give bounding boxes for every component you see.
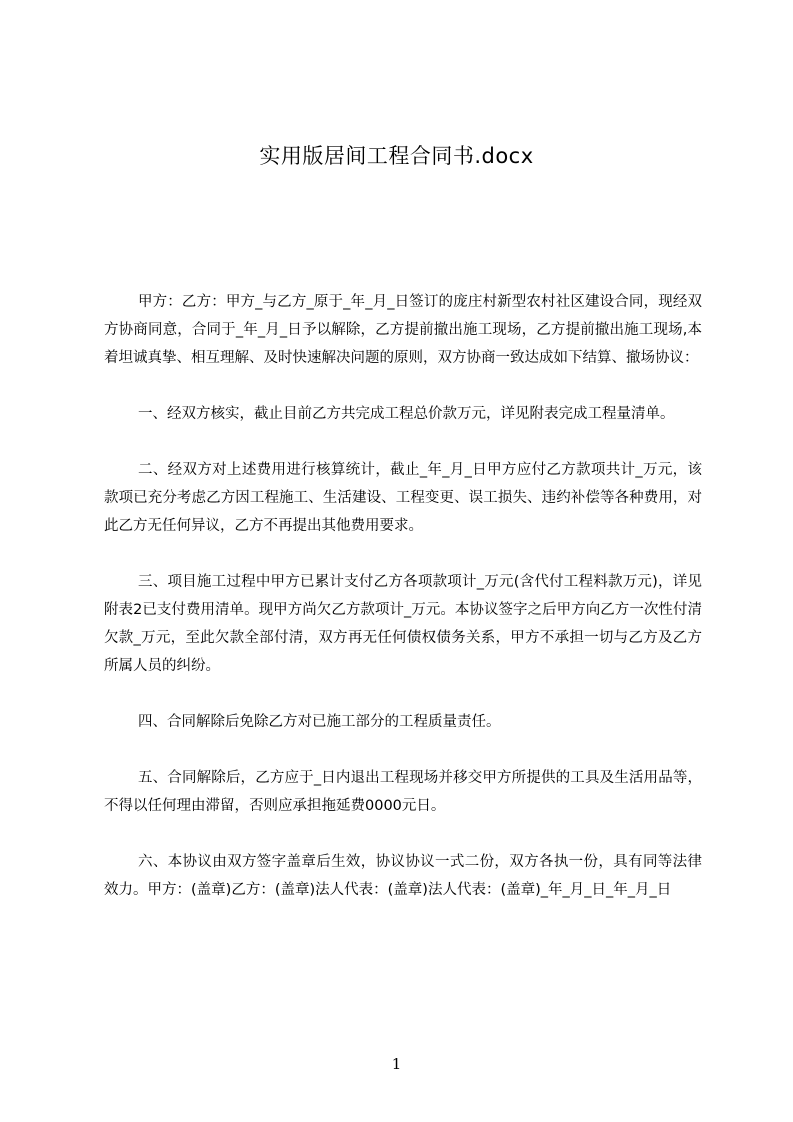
paragraph-clause-4: 四、合同解除后免除乙方对已施工部分的工程质量责任。 xyxy=(138,714,501,730)
page-number: 1 xyxy=(391,1055,402,1073)
paragraph-clause-5: 五、合同解除后，乙方应于_日内退出工程现场并移交甲方所提供的工具及生活用品等，不得以任何理由滞留，否则应承担拖延费0000元日。 xyxy=(104,770,702,814)
paragraph-clause-6: 六、本协议由双方签字盖章后生效，协议协议一式二份，双方各执一份，具有同等法律效力。甲方：(盖章)乙方：(盖章)法人代表：(盖章)法人代表：(盖章)_年_月_日_年_月_日 xyxy=(104,854,702,898)
document-title: 实用版居间工程合同书.docx xyxy=(259,144,534,168)
paragraph-clause-2: 二、经双方对上述费用进行核算统计，截止_年_月_日甲方应付乙方款项共计_万元，该款项已充分考虑乙方因工程施工、生活建设、工程变更、误工损失、违约补偿等各种费用，对此乙方无任何异议，乙方不再提出其他费用要求。 xyxy=(104,462,702,534)
paragraph-clause-1: 一、经双方核实，截止目前乙方共完成工程总价款万元，详见附表完成工程量清单。 xyxy=(138,406,675,422)
paragraph-intro: 甲方：乙方：甲方_与乙方_原于_年_月_日签订的庞庄村新型农村社区建设合同，现经双方协商同意，合同于_年_月_日予以解除，乙方提前撤出施工现场，乙方提前撤出施工现场,本着坦诚真挚、相互理解、及时快速解决问题的原则，双方协商一致达成如下结算、撤场协议： xyxy=(104,294,702,366)
paragraph-clause-3: 三、项目施工过程中甲方已累计支付乙方各项款项计_万元(含代付工程料款万元)，详见附表2已支付费用清单。现甲方尚欠乙方款项计_万元。本协议签字之后甲方向乙方一次性付清欠款_万元，至此欠款全部付清，双方再无任何债权债务关系，甲方不承担一切与乙方及乙方所属人员的纠纷。 xyxy=(104,574,702,674)
document-body xyxy=(104,288,702,932)
